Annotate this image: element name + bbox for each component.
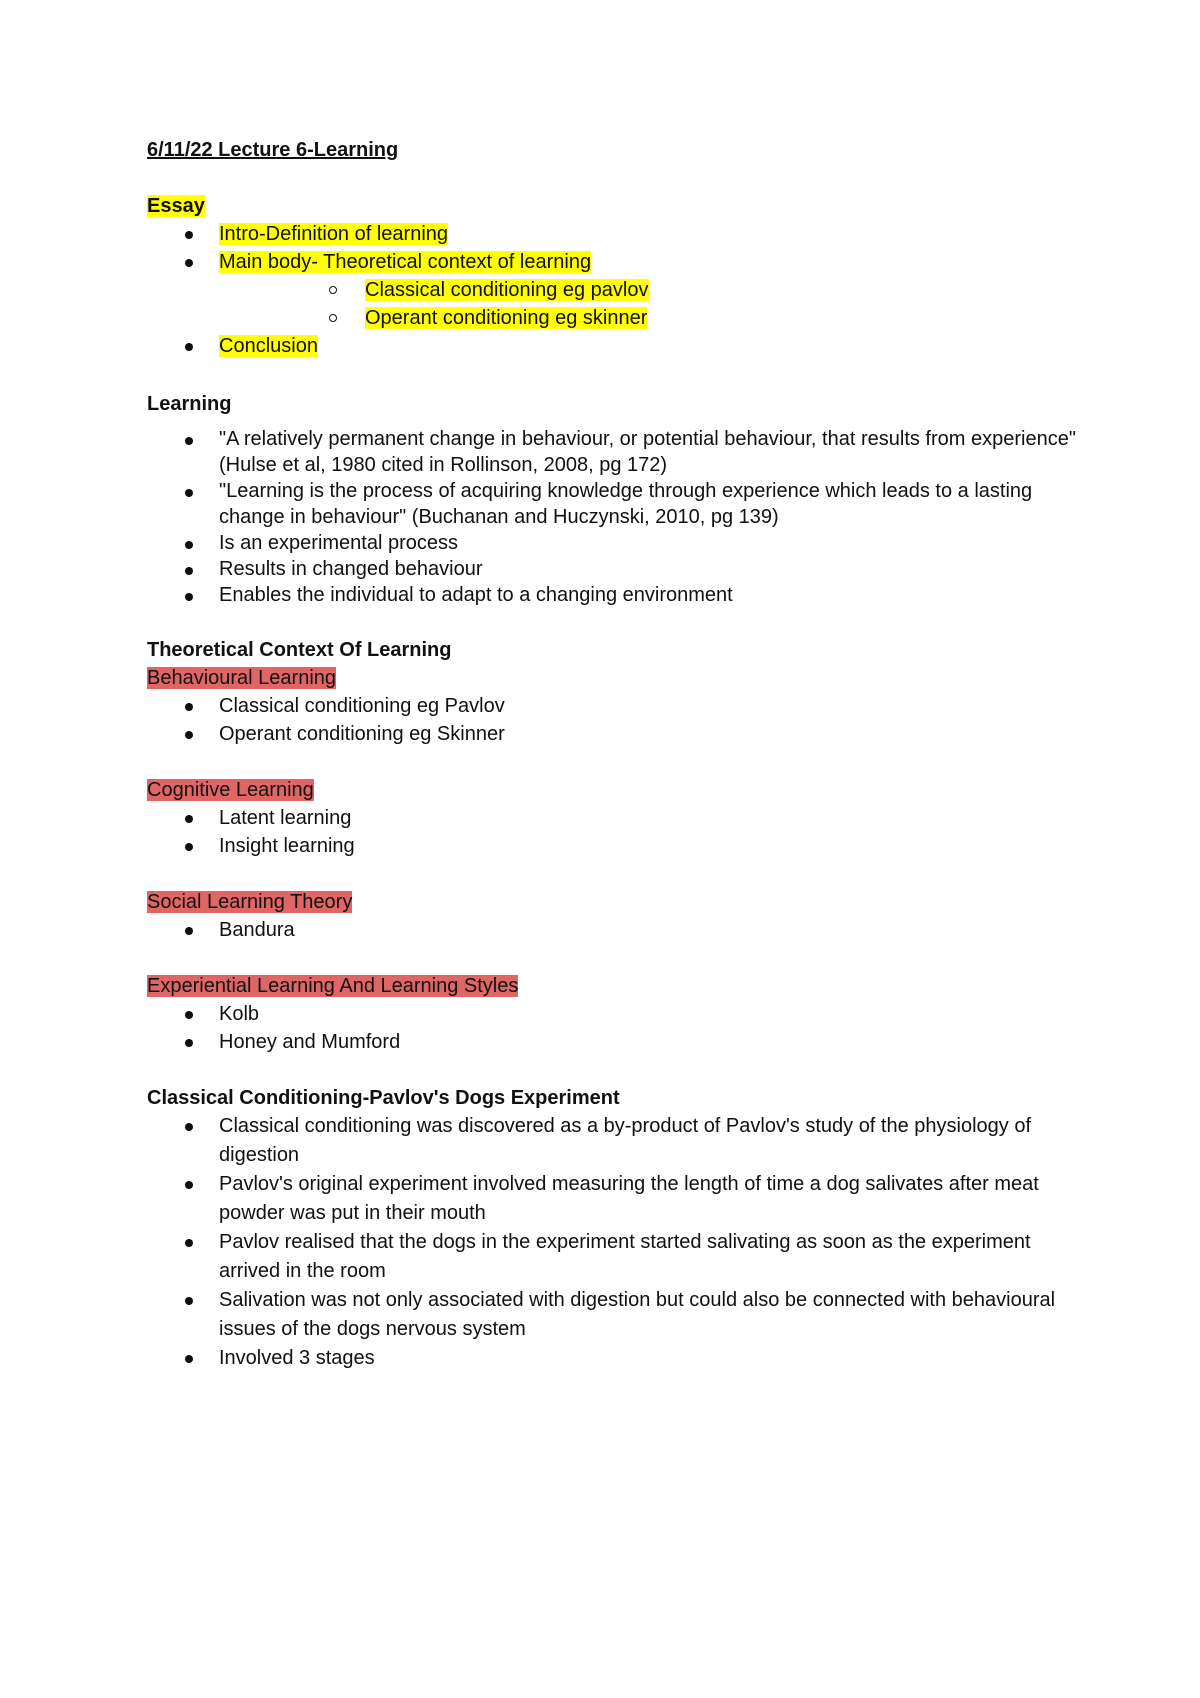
list-item: Latent learning (147, 804, 1087, 832)
list-item: Main body- Theoretical context of learning Classical conditioning eg pavlov Operant conditioning eg skinner (147, 248, 1087, 332)
classical-heading: Classical Conditioning-Pavlov's Dogs Experiment (147, 1087, 620, 1109)
list-item: "A relatively permanent change in behaviour, or potential behaviour, that results from experience" (Hulse et al, 1980 cited in Rollinson, 2008, pg 172) (147, 426, 1087, 478)
list-item: Operant conditioning eg Skinner (147, 720, 1087, 748)
list-item: Classical conditioning was discovered as a by-product of Pavlov's study of the physiology of digestion (147, 1112, 1087, 1170)
list-item: Bandura (147, 916, 1087, 944)
list-item: Classical conditioning eg Pavlov (147, 692, 1087, 720)
list-item: Enables the individual to adapt to a changing environment (147, 582, 1087, 608)
sub-list-item: Operant conditioning eg skinner (219, 304, 1087, 332)
learning-heading: Learning (147, 393, 232, 415)
list-item: Insight learning (147, 832, 1087, 860)
list-item: Involved 3 stages (147, 1344, 1087, 1373)
list-item: Pavlov's original experiment involved measuring the length of time a dog salivates after meat powder was put in their mouth (147, 1170, 1087, 1228)
sub-list-item: Classical conditioning eg pavlov (219, 276, 1087, 304)
list-item: Honey and Mumford (147, 1028, 1087, 1056)
list-item: Intro-Definition of learning (147, 220, 1087, 248)
behavioural-label: Behavioural Learning (147, 667, 337, 689)
classical-section (147, 1084, 1087, 1373)
page-title: 6/11/22 Lecture 6-Learning (147, 139, 399, 161)
list-item: "Learning is the process of acquiring knowledge through experience which leads to a lasting change in behaviour" (Buchanan and Huczynski, 2010, pg 139) (147, 478, 1087, 530)
document-page (147, 136, 1087, 1373)
essay-heading: Essay (147, 195, 205, 217)
list-item: Conclusion (147, 332, 1087, 360)
list-item: Results in changed behaviour (147, 556, 1087, 582)
list-item: Kolb (147, 1000, 1087, 1028)
list-item: Pavlov realised that the dogs in the experiment started salivating as soon as the experiment arrived in the room (147, 1228, 1087, 1286)
essay-section (147, 192, 1087, 360)
theoretical-heading: Theoretical Context Of Learning (147, 639, 452, 661)
list-item: Is an experimental process (147, 530, 1087, 556)
social-label: Social Learning Theory (147, 891, 353, 913)
list-item: Salivation was not only associated with digestion but could also be connected with behavioural issues of the dogs nervous system (147, 1286, 1087, 1344)
experiential-label: Experiential Learning And Learning Styles (147, 975, 519, 997)
learning-section (147, 390, 1087, 608)
cognitive-label: Cognitive Learning (147, 779, 314, 801)
theoretical-section (147, 636, 1087, 1056)
